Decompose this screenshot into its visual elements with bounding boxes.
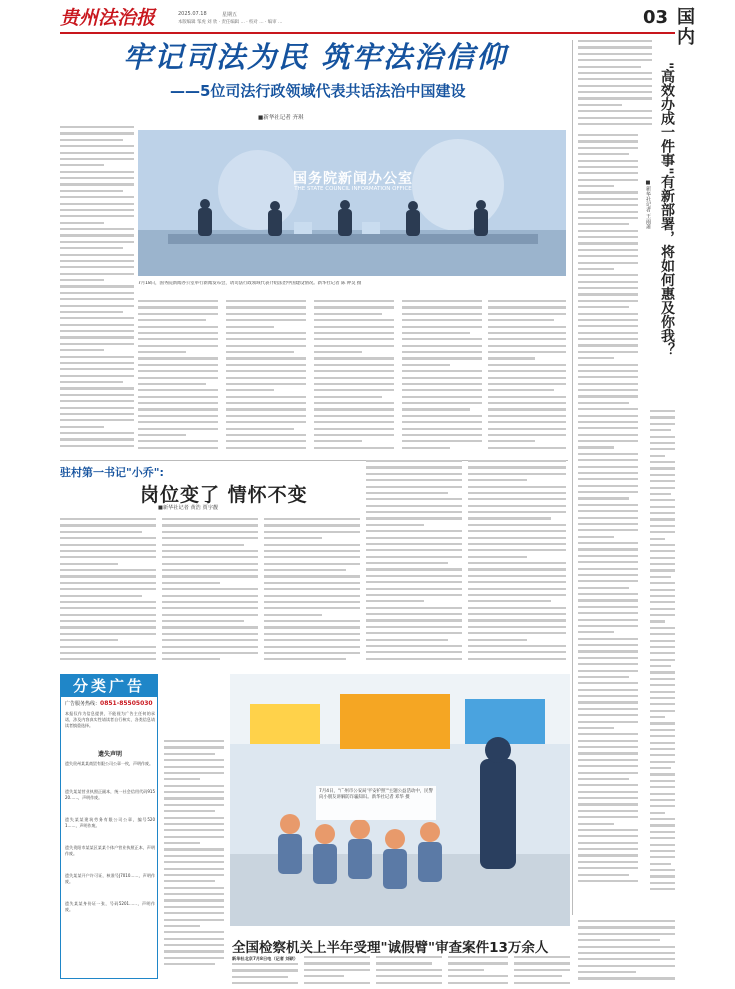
photo-banner-en: THE STATE COUNCIL INFORMATION OFFICE: [294, 186, 412, 192]
lead-body-col4: [314, 300, 394, 456]
classified-notice: 本报仅作为信息提供，不能视为广告主任何的承诺，涉及内容真实性请读者自行核实，各类信息请读者慎重选择。: [65, 711, 155, 728]
lead-byline: ■新华社记者 齐琪: [258, 115, 304, 121]
classified-heading: 遗失声明: [97, 751, 122, 758]
mid-byline: ■新华社记者 黄浩 贾宇靓: [158, 505, 219, 511]
bottom-photo: [230, 674, 570, 926]
classified-item: 遗失贵阳市某某区某某个体户营业执照正本，声明作废。: [65, 845, 155, 856]
side-body-col2: [650, 410, 675, 915]
classified-phone-label: 广告服务热线：: [65, 701, 101, 707]
lead-body-col5: [402, 300, 482, 456]
bottom-byline: 新华社北京7月8日电（记者 刘硕）: [232, 956, 298, 961]
mid-body-col1: [60, 518, 156, 668]
issue-date: 2025.07.18: [178, 11, 207, 17]
mid-body-col5: [468, 460, 566, 668]
bottom-body-col5: [514, 956, 570, 985]
lead-body-col3: [226, 300, 306, 456]
lead-headline: 牢记司法为民 筑牢法治信仰: [122, 40, 508, 74]
side-body-top: [578, 40, 652, 130]
classified-phone: 0851-85505030: [100, 700, 153, 707]
page-number: 03: [643, 7, 669, 28]
masthead: [60, 7, 699, 48]
lead-body-col2: [138, 300, 218, 456]
classified-item: 遗失贵州某某商贸有限公司公章一枚，声明作废。: [65, 761, 153, 766]
photo-banner: 国务院新闻办公室: [293, 171, 413, 187]
classified-phone-row: [65, 700, 155, 707]
mid-kicker: 驻村第一书记"小乔":: [60, 466, 164, 479]
mid-headline: 岗位变了 情怀不变: [140, 484, 308, 506]
side-body-col1: [578, 134, 638, 914]
newspaper-logo: 贵州法治报: [60, 7, 156, 29]
bottom-headline: 全国检察机关上半年受理"诚假臂"审查案件13万余人: [232, 940, 549, 956]
mid-body-col2: [162, 518, 258, 668]
mid-body-col4: [366, 460, 462, 668]
lead-photo-caption: 7月18日，国务院新闻办公室举行新闻发布会，请司法行政领域代表介绍法治中国建设情况。新华社记者 陈 钟昊 摄: [138, 281, 362, 286]
bottom-body-col3: [376, 956, 442, 985]
side-headline: "高效办成一件事"有新部署，将如何惠及你我？: [659, 62, 675, 357]
bottom-right-body: [578, 920, 675, 982]
classified-item: 遗失某某营业执照正副本，统一社会信用代码91520……，声明作废。: [65, 789, 155, 800]
classified-item: 遗失某某建筑劳务有限公司公章，编号5201……，声明作废。: [65, 817, 155, 828]
side-byline: ■新华社记者 王雨萧: [645, 180, 651, 230]
lead-photo: [138, 130, 566, 276]
bottom-photo-caption: 7月4日，"广州市公安局'平安护照'"主题公益活动中，民警向小朋友讲解防诈骗知识。新华社记者 邓华 摄: [316, 786, 436, 820]
classified-col2: [164, 740, 224, 976]
classified-title-bar: [61, 675, 157, 697]
lead-body-col1: [60, 126, 134, 456]
classified-item: 遗失某某开户许可证，核准号J7010……，声明作废。: [65, 873, 155, 884]
lead-subtitle: ——5位司法行政领域代表共话法治中国建设: [170, 82, 466, 100]
classified-item: 遗失某某身份证一张，号码5201……，声明作废。: [65, 901, 155, 912]
editor-line: 本版编辑 邹虎 刘 欣 · 责任编辑 … · 校对 … · 编审 …: [178, 20, 283, 25]
section-title: 国内: [677, 7, 699, 48]
classified-box: [60, 674, 158, 979]
bottom-body-col2: [304, 956, 370, 985]
bottom-body-col1: [232, 963, 298, 985]
mid-body-col3: [264, 518, 360, 668]
bottom-body-col4: [448, 956, 508, 985]
classified-title: 分类广告: [72, 677, 145, 695]
side-divider: [572, 40, 573, 915]
issue-day: 星期五: [222, 12, 238, 18]
lead-body-col6: [488, 300, 566, 456]
masthead-rule: [60, 32, 675, 34]
